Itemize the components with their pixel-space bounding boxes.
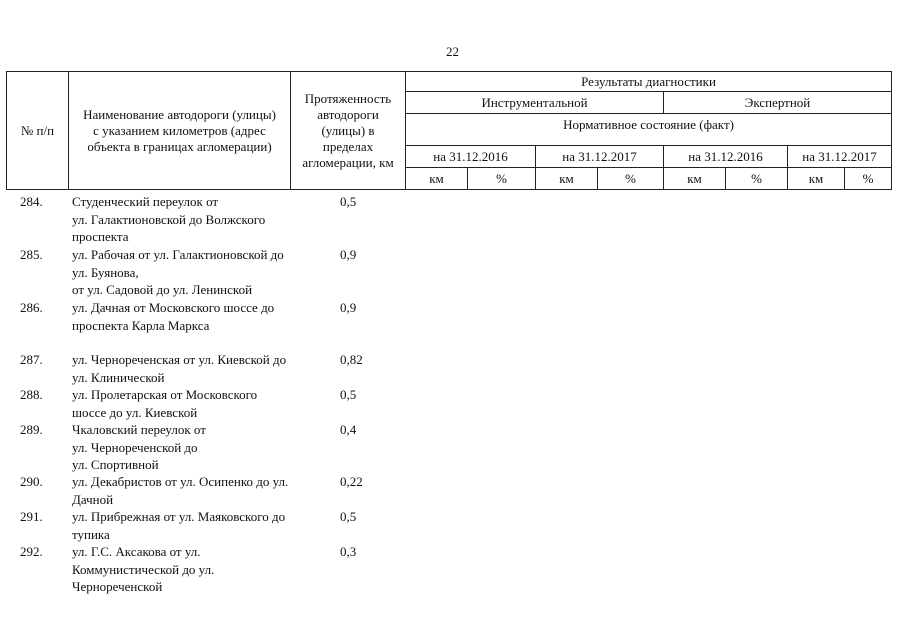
road-length: 0,82: [340, 352, 363, 367]
road-name: ул. Пролетарская от Московского шоссе до ул. Киевской: [72, 387, 258, 420]
header-col-name: Наименование автодороги (улицы) с указанием километров (адрес объекта в границах агломерации): [69, 72, 291, 190]
row-number: 287.: [20, 352, 43, 367]
road-length: 0,5: [340, 194, 357, 209]
header-date: на 31.12.2016: [406, 146, 536, 168]
road-length: 0,5: [340, 387, 357, 402]
row-number: 289.: [20, 422, 43, 437]
road-name: ул. Прибрежная от ул. Маяковского до тупика: [72, 509, 286, 542]
row-number: 284.: [20, 194, 43, 209]
road-name: Чкаловский переулок от ул. Чернореченской до ул. Спортивной: [72, 422, 206, 473]
header-date: на 31.12.2016: [664, 146, 788, 168]
header-unit: км: [536, 168, 598, 190]
road-name: Студенческий переулок от ул. Галактионовской до Волжского проспекта: [72, 194, 266, 245]
header-unit: км: [788, 168, 845, 190]
header-instrumental: Инструментальной: [406, 92, 664, 114]
row-number: 288.: [20, 387, 43, 402]
road-length: 0,4: [340, 422, 357, 437]
road-name: ул. Дачная от Московского шоссе до проспекта Карла Маркса: [72, 300, 275, 333]
header-date: на 31.12.2017: [788, 146, 892, 168]
row-number: 285.: [20, 247, 43, 262]
row-number: 291.: [20, 509, 43, 524]
road-name: ул. Чернореченская от ул. Киевской до ул. Клинической: [72, 352, 287, 385]
header-expert: Экспертной: [664, 92, 892, 114]
header-unit: км: [406, 168, 468, 190]
header-unit: %: [598, 168, 664, 190]
header-results: Результаты диагностики: [406, 72, 892, 92]
header-unit: км: [664, 168, 726, 190]
header-table: [6, 71, 892, 190]
header-unit: %: [845, 168, 892, 190]
header-date: на 31.12.2017: [536, 146, 664, 168]
road-name: ул. Г.С. Аксакова от ул. Коммунистической до ул. Чернореченской: [72, 544, 215, 595]
row-number: 292.: [20, 544, 43, 559]
header-normative: Нормативное состояние (факт): [406, 114, 892, 146]
road-length: 0,9: [340, 300, 357, 315]
header-col-num: № п/п: [7, 72, 69, 190]
road-length: 0,3: [340, 544, 357, 559]
road-length: 0,5: [340, 509, 357, 524]
row-number: 286.: [20, 300, 43, 315]
row-number: 290.: [20, 474, 43, 489]
page-number: 22: [446, 44, 459, 59]
header-unit: %: [726, 168, 788, 190]
header-unit: %: [468, 168, 536, 190]
road-length: 0,9: [340, 247, 357, 262]
road-name: ул. Декабристов от ул. Осипенко до ул. Дачной: [72, 474, 289, 507]
road-name: ул. Рабочая от ул. Галактионовской до ул. Буянова, от ул. Садовой до ул. Ленинской: [72, 247, 284, 298]
header-col-length: Протяженность автодороги (улицы) в пределах агломерации, км: [291, 72, 406, 190]
road-length: 0,22: [340, 474, 363, 489]
